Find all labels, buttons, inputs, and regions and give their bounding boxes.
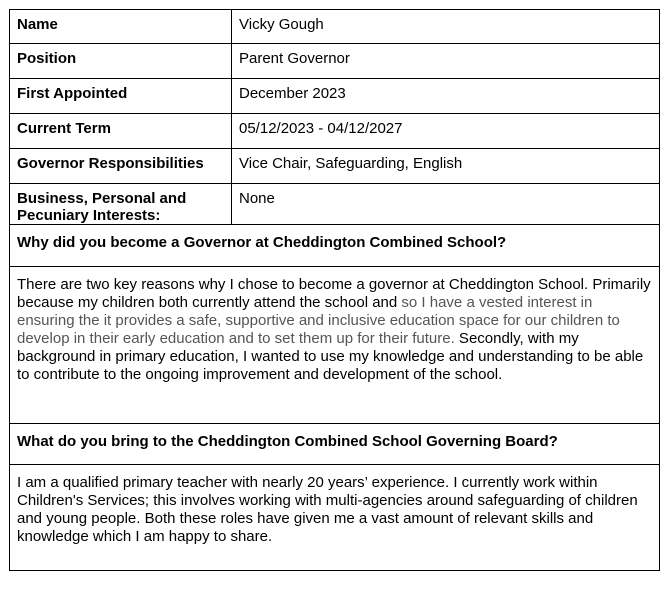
question-bring-row [10,424,660,465]
interests-label: Business, Personal and Pecuniary Interests: [10,184,232,225]
name-label: Name [10,10,232,44]
current-term-label: Current Term [10,114,232,149]
responsibilities-label: Governor Responsibilities [10,149,232,184]
answer-bring-row [10,465,660,571]
current-term-row [10,114,660,149]
question-why-heading: Why did you become a Governor at Cheddington Combined School? [10,225,660,267]
governor-profile-table [9,9,660,571]
answer-why-part2: so I have a vested interest in ensuring the it provides a safe, supportive and inclusive education space for our children to develop in their early education and to set them up for their future. [17,294,620,347]
question-why-row [10,225,660,267]
responsibilities-row [10,149,660,184]
position-row [10,44,660,79]
position-value: Parent Governor [232,44,660,79]
responsibilities-value: Vice Chair, Safeguarding, English [232,149,660,184]
first-appointed-value: December 2023 [232,79,660,114]
interests-row [10,184,660,225]
interests-value: None [232,184,660,225]
first-appointed-row [10,79,660,114]
current-term-value: 05/12/2023 - 04/12/2027 [232,114,660,149]
answer-why-part1: There are two key reasons why I chose to become a governor at Cheddington School. Primarily because my children both currently attend the school and [17,276,651,311]
position-label: Position [10,44,232,79]
name-value: Vicky Gough [232,10,660,44]
name-row [10,10,660,44]
answer-why-row [10,267,660,424]
question-bring-heading: What do you bring to the Cheddington Combined School Governing Board? [10,424,660,465]
answer-why-part3: Secondly, with my background in primary education, I wanted to use my knowledge and understanding to be able to contribute to the ongoing improvement and development of the school. [17,330,644,383]
answer-bring-text: I am a qualified primary teacher with nearly 20 years’ experience. I currently work within Children's Services; this involves working with multi-agencies around safeguarding of children and young people. Both these roles have given me a vast amount of relevant skills and knowledge which I am happy to share. [10,465,660,571]
answer-why-text [10,267,660,424]
first-appointed-label: First Appointed [10,79,232,114]
